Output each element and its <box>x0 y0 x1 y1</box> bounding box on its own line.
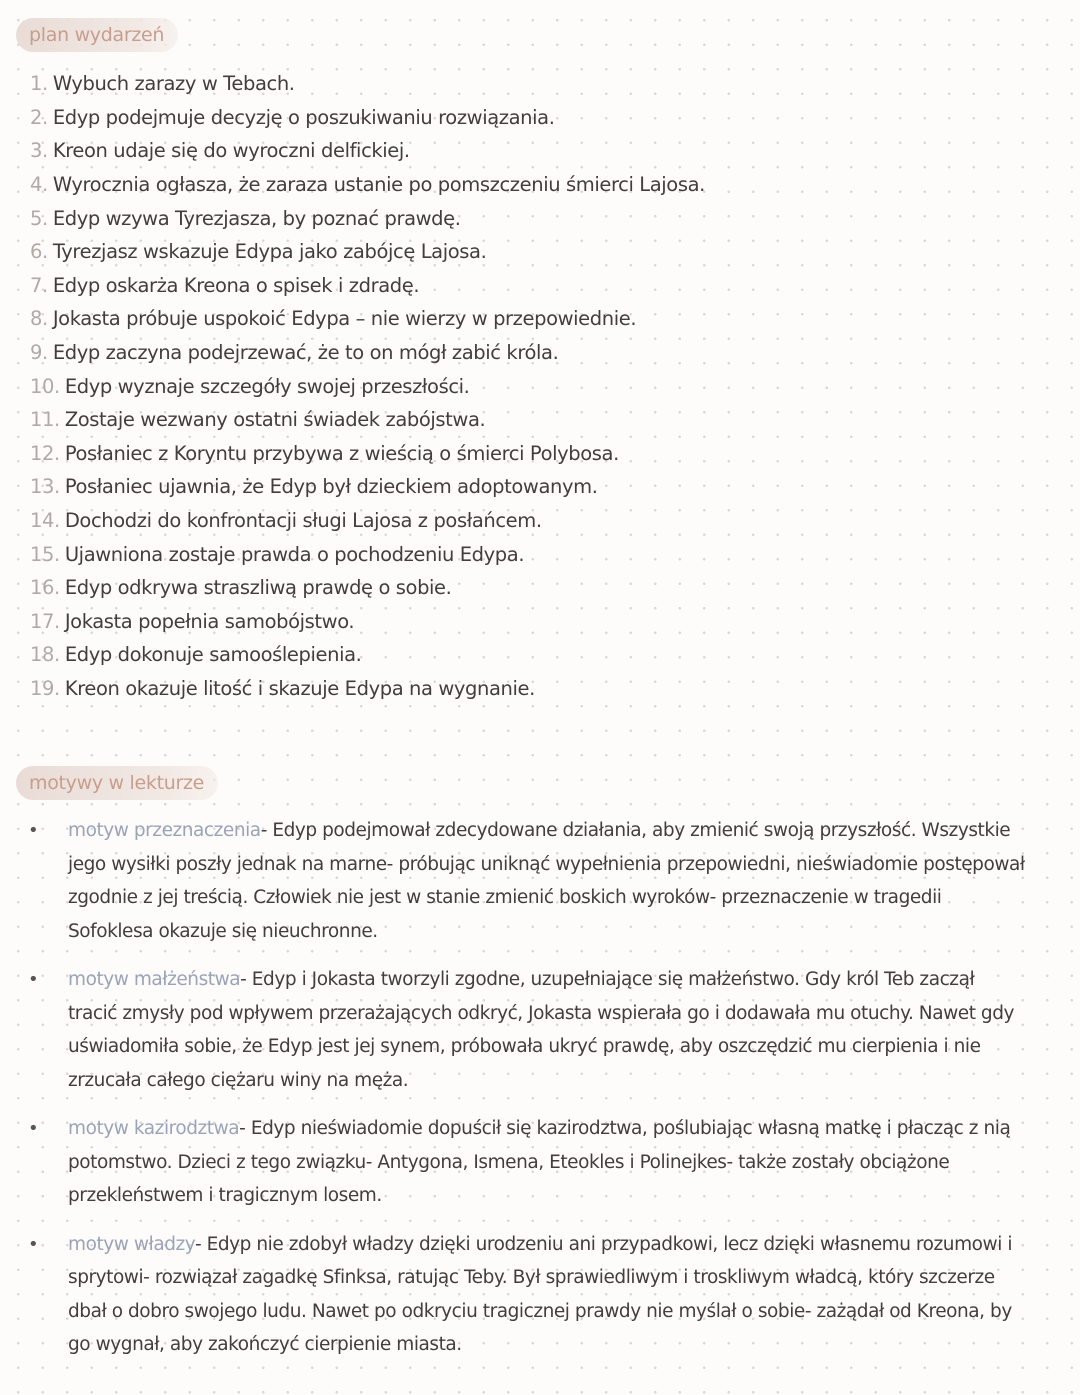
event-item <box>30 638 790 672</box>
motif-item <box>28 1228 1028 1362</box>
event-number: 6. <box>30 240 48 264</box>
event-number: 11. <box>30 408 60 432</box>
motif-item <box>28 1112 1028 1213</box>
event-item <box>30 470 790 504</box>
event-text: Edyp oskarża Kreona o spisek i zdradę. <box>52 273 420 297</box>
event-text: Ujawniona zostaje prawda o pochodzeniu Edypa. <box>64 542 525 566</box>
event-text: Wyrocznia ogłasza, że zaraza ustanie po pomszczeniu śmierci Lajosa. <box>52 173 705 197</box>
event-list <box>30 67 790 705</box>
event-text: Edyp zaczyna podejrzewać, że to on mógł zabić króla. <box>52 341 559 365</box>
event-number: 13. <box>30 475 60 499</box>
event-item <box>30 201 790 235</box>
motif-name: motyw kazirodztwa <box>68 1118 240 1139</box>
event-text: Posłaniec z Koryntu przybywa z wieścią o śmierci Polybosa. <box>64 441 619 465</box>
event-item <box>30 134 790 168</box>
event-item <box>30 605 790 639</box>
event-number: 7. <box>30 273 48 297</box>
motif-name: motyw przeznaczenia <box>68 820 261 841</box>
motif-item <box>28 814 1028 948</box>
event-text: Dochodzi do konfrontacji sługi Lajosa z posłańcem. <box>64 509 542 533</box>
event-number: 10. <box>30 374 60 398</box>
bullet-icon: • <box>28 820 39 841</box>
bullet-icon: • <box>28 969 39 990</box>
event-text: Edyp dokonuje samooślepienia. <box>64 643 362 667</box>
event-item <box>30 235 790 269</box>
event-text: Edyp wyznaje szczegóły swojej przeszłości. <box>64 374 470 398</box>
event-item <box>30 672 790 706</box>
event-text: Posłaniec ujawnia, że Edyp był dzieckiem adoptowanym. <box>64 475 598 499</box>
event-number: 17. <box>30 609 60 633</box>
motif-description: - Edyp i Jokasta tworzyli zgodne, uzupełniające się małżeństwo. Gdy król Teb zaczął tracić zmysły pod wpływem przerażających odkryć, Jokasta wspierała go i dodawała mu otuchy. Nawet gdy uświadomiła sobie, że Edyp jest jej synem, próbowała ukryć prawdę, aby oszczędzić mu cierpienia i nie zrzucała całego ciężaru winy na męża. <box>68 969 1015 1091</box>
event-number: 4. <box>30 173 48 197</box>
event-item <box>30 403 790 437</box>
event-number: 14. <box>30 509 60 533</box>
event-text: Edyp odkrywa straszliwą prawdę o sobie. <box>64 576 452 600</box>
event-item <box>30 504 790 538</box>
event-number: 3. <box>30 139 48 163</box>
event-text: Kreon udaje się do wyroczni delfickiej. <box>52 139 410 163</box>
event-item <box>30 101 790 135</box>
plan-section-title <box>16 18 178 52</box>
motif-description: - Edyp nie zdobył władzy dzięki urodzeniu ani przypadkowi, lecz dzięki własnemu rozumowi i sprytowi- rozwiązał zagadkę Sfinksa, ratując Teby. Był sprawiedliwym i troskliwym władcą, który szczerze dbał o dobro swojego ludu. Nawet po odkryciu tragicznej prawdy nie myślał o sobie- zażądał od Kreona, by go wygnał, aby zakończyć cierpienie miasta. <box>68 1233 1013 1355</box>
event-number: 5. <box>30 206 48 230</box>
event-item <box>30 168 790 202</box>
bullet-icon: • <box>28 1233 39 1255</box>
bullet-icon: • <box>28 1118 39 1139</box>
event-item <box>30 437 790 471</box>
event-number: 16. <box>30 576 60 600</box>
motifs-section-title <box>16 766 218 800</box>
event-text: Zostaje wezwany ostatni świadek zabójstwa. <box>64 408 486 432</box>
event-number: 8. <box>30 307 48 331</box>
motif-name: motyw małżeństwa <box>68 969 241 990</box>
motif-description: - Edyp podejmował zdecydowane działania, aby zmienić swoją przyszłość. Wszystkie jego wysiłki poszły jednak na marne- próbując uniknąć wypełnienia przepowiedni, nieświadomie postępował zgodnie z jej treścią. Człowiek nie jest w stanie zmienić boskich wyroków- przeznaczenie w tragedii Sofoklesa okazuje się nieuchronne. <box>68 820 1025 942</box>
motif-description: - Edyp nieświadomie dopuścił się kazirodztwa, poślubiając własną matkę i płacząc z nią potomstwo. Dzieci z tego związku- Antygona, Ismena, Eteokles i Polinejkes- także zostały obciążone przekleństwem i tragicznym losem. <box>68 1118 1011 1206</box>
event-text: Jokasta próbuje uspokoić Edypa – nie wierzy w przepowiednie. <box>52 307 637 331</box>
motif-list <box>28 814 1028 1362</box>
event-item <box>30 269 790 303</box>
event-item <box>30 571 790 605</box>
event-number: 15. <box>30 542 60 566</box>
event-number: 9. <box>30 341 48 365</box>
event-number: 2. <box>30 105 48 129</box>
event-text: Jokasta popełnia samobójstwo. <box>64 609 355 633</box>
event-item <box>30 336 790 370</box>
event-number: 1. <box>30 72 48 96</box>
event-item <box>30 369 790 403</box>
event-text: Kreon okazuje litość i skazuje Edypa na wygnanie. <box>64 676 535 700</box>
event-number: 12. <box>30 441 60 465</box>
event-text: Edyp podejmuje decyzję o poszukiwaniu rozwiązania. <box>52 105 555 129</box>
event-number: 18. <box>30 643 60 667</box>
event-item <box>30 302 790 336</box>
motifs-title-text: motywy w lekturze <box>29 772 205 794</box>
event-item <box>30 67 790 101</box>
event-item <box>30 537 790 571</box>
motif-item <box>28 963 1028 1097</box>
motif-name: motyw władzy <box>68 1233 195 1255</box>
event-text: Edyp wzywa Tyrezjasza, by poznać prawdę. <box>52 206 461 230</box>
event-text: Wybuch zarazy w Tebach. <box>52 72 295 96</box>
event-text: Tyrezjasz wskazuje Edypa jako zabójcę Lajosa. <box>52 240 487 264</box>
plan-title-text: plan wydarzeń <box>29 24 165 46</box>
event-number: 19. <box>30 676 60 700</box>
